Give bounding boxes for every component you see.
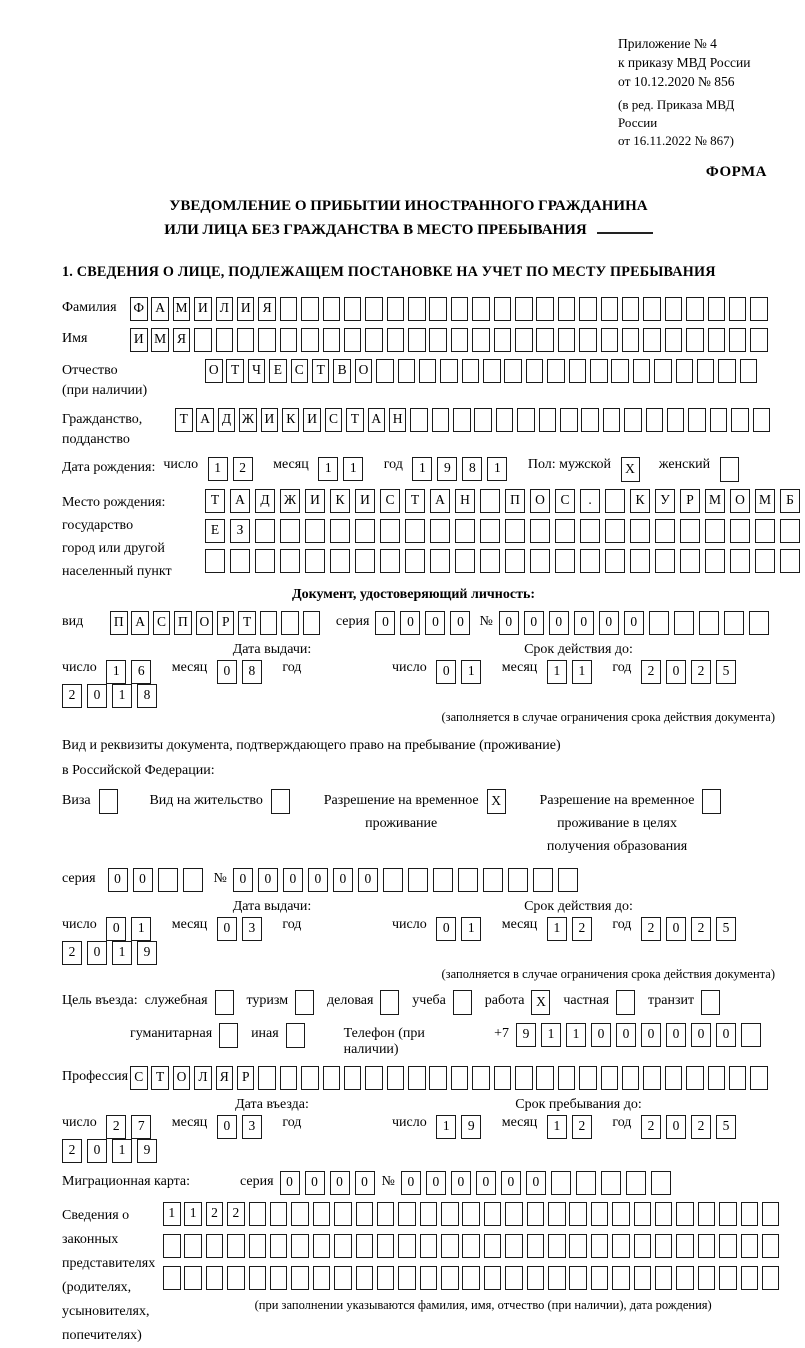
birth-place-line2-input[interactable]: Е З [205,519,805,543]
birth-month-input[interactable]: 1 1 [318,457,368,481]
patronymic-label: Отчество [62,363,118,378]
residence-limit-note: (заполняется в случае ограничения срока действия документа) [441,967,775,981]
representatives-label: Сведения о [62,1208,130,1223]
sex-female-label: женский [658,457,711,472]
citizenship-input[interactable]: Т А Д Ж И К И С Т А Н [175,408,774,432]
purpose-transit-checkbox[interactable] [701,990,724,1015]
identity-doc-row: вид П А С П О Р Т серия 0 0 0 0 № 0 0 0 0 0 0 [62,611,775,635]
residence-issue-day[interactable]: 0 1 [106,917,156,941]
given-name-row [62,328,775,352]
doc-valid-until-label: Срок действия до: [524,642,633,657]
sex-male-checkbox[interactable]: X [621,457,644,482]
patronymic-row [62,359,775,401]
residence-issue-date-label: Дата выдачи: [232,899,312,914]
doc-expiry-day[interactable]: 0 1 [436,660,486,684]
title-blank-line [597,218,653,234]
birth-date-label: Дата рождения: [62,460,156,475]
residence-expiry-month[interactable]: 1 2 [547,917,597,941]
citizenship-row [62,408,775,450]
purpose-row-2: гуманитарная иная Телефон (при наличии) +7 9 1 1 0 0 0 0 0 0 [130,1023,775,1058]
form-label: ФОРМА [705,164,767,180]
residence-expiry-date-group: число 0 1 месяц 1 2 год 2 0 2 5 [392,917,741,965]
doc-expiry-month[interactable]: 1 1 [547,660,597,684]
surname-row [62,297,775,321]
purpose-official-checkbox[interactable] [215,990,238,1015]
representatives-line3-input[interactable] [163,1266,783,1290]
section1-heading: 1. СВЕДЕНИЯ О ЛИЦЕ, ПОДЛЕЖАЩЕМ ПОСТАНОВКЕ НА УЧЕТ ПО МЕСТУ ПРЕБЫВАНИЯ [62,264,716,280]
entry-day[interactable]: 2 7 [106,1115,156,1139]
profession-input[interactable]: С Т О Л Я Р [130,1066,772,1090]
annex-block [618,34,775,150]
residence-doc-options [62,789,775,858]
phone-label: Телефон (при наличии) [343,1026,425,1057]
option-temporary-residence-education: Разрешение на временное проживание в целях получения образования [540,789,726,858]
birth-place-line3-input[interactable] [205,549,805,573]
doc-issue-year[interactable]: 2 0 1 8 [62,684,162,708]
purpose-other-checkbox[interactable] [286,1023,309,1048]
residence-expiry-year[interactable]: 2 0 2 5 [641,917,741,941]
residence-issue-year[interactable]: 2 0 1 9 [62,941,162,965]
migration-card-row: Миграционная карта: серия 0 0 0 0 № 0 0 0 0 0 0 [62,1171,775,1195]
doc-number-input[interactable]: 0 0 0 0 0 0 [499,611,774,635]
profession-row [62,1066,775,1090]
phone-prefix: +7 [494,1026,509,1041]
purpose-tourism-checkbox[interactable] [295,990,318,1015]
form-title [42,195,775,242]
phone-input[interactable]: 9 1 1 0 0 0 0 0 0 [516,1023,766,1047]
purpose-study-checkbox[interactable] [453,990,476,1015]
citizenship-label: Гражданство, [62,412,143,427]
sex-female-checkbox[interactable] [720,457,743,482]
birth-year-input[interactable]: 1 9 8 1 [412,457,512,481]
patronymic-sublabel: (при наличии) [62,383,148,398]
given-name-input[interactable]: И М Я [130,328,772,352]
migration-series-input[interactable]: 0 0 0 0 [280,1171,380,1195]
annex-line: к приказу МВД России [618,55,751,70]
residence-doc-series-row: серия 0 0 № 0 0 0 0 0 0 [62,868,775,892]
birth-day-input[interactable]: 1 2 [208,457,258,481]
surname-input[interactable]: Ф А М И Л И Я [130,297,772,321]
residence-issue-date-group: число 0 1 месяц 0 3 год 2 0 1 9 [62,917,392,965]
doc-kind-label: вид [62,614,84,629]
doc-issue-month[interactable]: 0 8 [217,660,267,684]
option-visa: Виза [62,789,121,814]
temporary-residence-checkbox[interactable]: X [487,789,510,814]
residence-issue-month[interactable]: 0 3 [217,917,267,941]
amendment-line: (в ред. Приказа МВД России [618,97,735,130]
title-line-1: УВЕДОМЛЕНИЕ О ПРИБЫТИИ ИНОСТРАННОГО ГРАЖДАНИНА [169,198,648,214]
birth-place-label: Место рождения: [62,495,166,510]
residence-doc-intro: Вид и реквизиты документа, подтверждающего право на пребывание (проживание) в Российской Федерации: [62,738,561,778]
doc-issue-date-group: число 1 6 месяц 0 8 год 2 0 1 8 [62,660,392,708]
migration-card-label: Миграционная карта: [62,1174,191,1189]
representatives-line1-input[interactable]: 1 1 2 2 [163,1202,783,1226]
doc-series-input[interactable]: 0 0 0 0 [375,611,475,635]
doc-issue-date-label: Дата выдачи: [232,642,312,657]
doc-expiry-year[interactable]: 2 0 2 5 [641,660,741,684]
representatives-line2-input[interactable] [163,1234,783,1258]
identity-doc-heading: Документ, удостоверяющий личность: [291,587,536,602]
stay-month[interactable]: 1 2 [547,1115,597,1139]
purpose-label: Цель въезда: [62,993,138,1008]
amendment-line: от 16.11.2022 № 867) [618,133,735,148]
purpose-work-checkbox[interactable]: X [531,990,554,1015]
purpose-humanitarian-checkbox[interactable] [219,1023,242,1048]
entry-date-group: число 2 7 месяц 0 3 год 2 0 1 9 [62,1115,392,1163]
temporary-residence-education-checkbox[interactable] [702,789,725,814]
residence-series-input[interactable]: 0 0 [108,868,208,892]
citizenship-sublabel: подданство [62,432,130,447]
birth-place-row: Место рождения: государство город или другой населенный пункт Т А Д Ж И К И С Т А Н П О С . К У Р М О М Б Е З [62,489,775,583]
stay-until-label: Срок пребывания до: [515,1097,642,1112]
stay-day[interactable]: 1 9 [436,1115,486,1139]
stay-year[interactable]: 2 0 2 5 [641,1115,741,1139]
doc-limit-note: (заполняется в случае ограничения срока действия документа) [441,710,775,724]
purpose-private-checkbox[interactable] [616,990,639,1015]
birth-place-line1-input[interactable]: Т А Д Ж И К И С Т А Н П О С . К У Р М О М Б [205,489,805,513]
birth-date-row: Дата рождения: число 1 2 месяц 1 1 год 1 9 8 1 Пол: мужской X женский [62,457,775,482]
doc-expiry-date-group: число 0 1 месяц 1 1 год 2 0 2 5 [392,660,741,708]
title-line-2: ИЛИ ЛИЦА БЕЗ ГРАЖДАНСТВА В МЕСТО ПРЕБЫВАНИЯ [164,222,587,238]
representatives-note: (при заполнении указываются фамилия, имя, отчество (при наличии), дата рождения) [254,1298,712,1312]
entry-date-label: Дата въезда: [235,1097,309,1112]
given-name-label: Имя [62,331,88,346]
surname-label: Фамилия [62,300,117,315]
profession-label: Профессия [62,1069,129,1084]
annex-line: от 10.12.2020 № 856 [618,74,735,89]
residence-expiry-day[interactable]: 0 1 [436,917,486,941]
migration-number-input[interactable]: 0 0 0 0 0 0 [401,1171,676,1195]
stay-until-date-group: число 1 9 месяц 1 2 год 2 0 2 5 [392,1115,741,1163]
purpose-row-1: Цель въезда: служебная туризм деловая учеба работа X частная транзит [62,990,775,1015]
sex-male-label: Пол: мужской [527,457,612,472]
purpose-business-checkbox[interactable] [380,990,403,1015]
entry-year[interactable]: 2 0 1 9 [62,1139,162,1163]
residence-valid-until-label: Срок действия до: [524,899,633,914]
doc-issue-day[interactable]: 1 6 [106,660,156,684]
visa-checkbox[interactable] [99,789,122,814]
representatives-row: Сведения о законных представителях (родителях, усыновителях, попечителях) 1 1 2 2 (при заполнении указываются фамилия, имя, отчество (при наличии), дата рождения) [62,1202,775,1348]
annex-line: Приложение № 4 [618,36,717,51]
option-residence-permit: Вид на жительство [149,789,293,814]
entry-month[interactable]: 0 3 [217,1115,267,1139]
option-temporary-residence: Разрешение на временное проживание X [324,789,510,835]
residence-permit-checkbox[interactable] [271,789,294,814]
doc-kind-input[interactable]: П А С П О Р Т [110,611,324,635]
residence-number-input[interactable]: 0 0 0 0 0 0 [233,868,583,892]
patronymic-input[interactable]: О Т Ч Е С Т В О [205,359,761,383]
